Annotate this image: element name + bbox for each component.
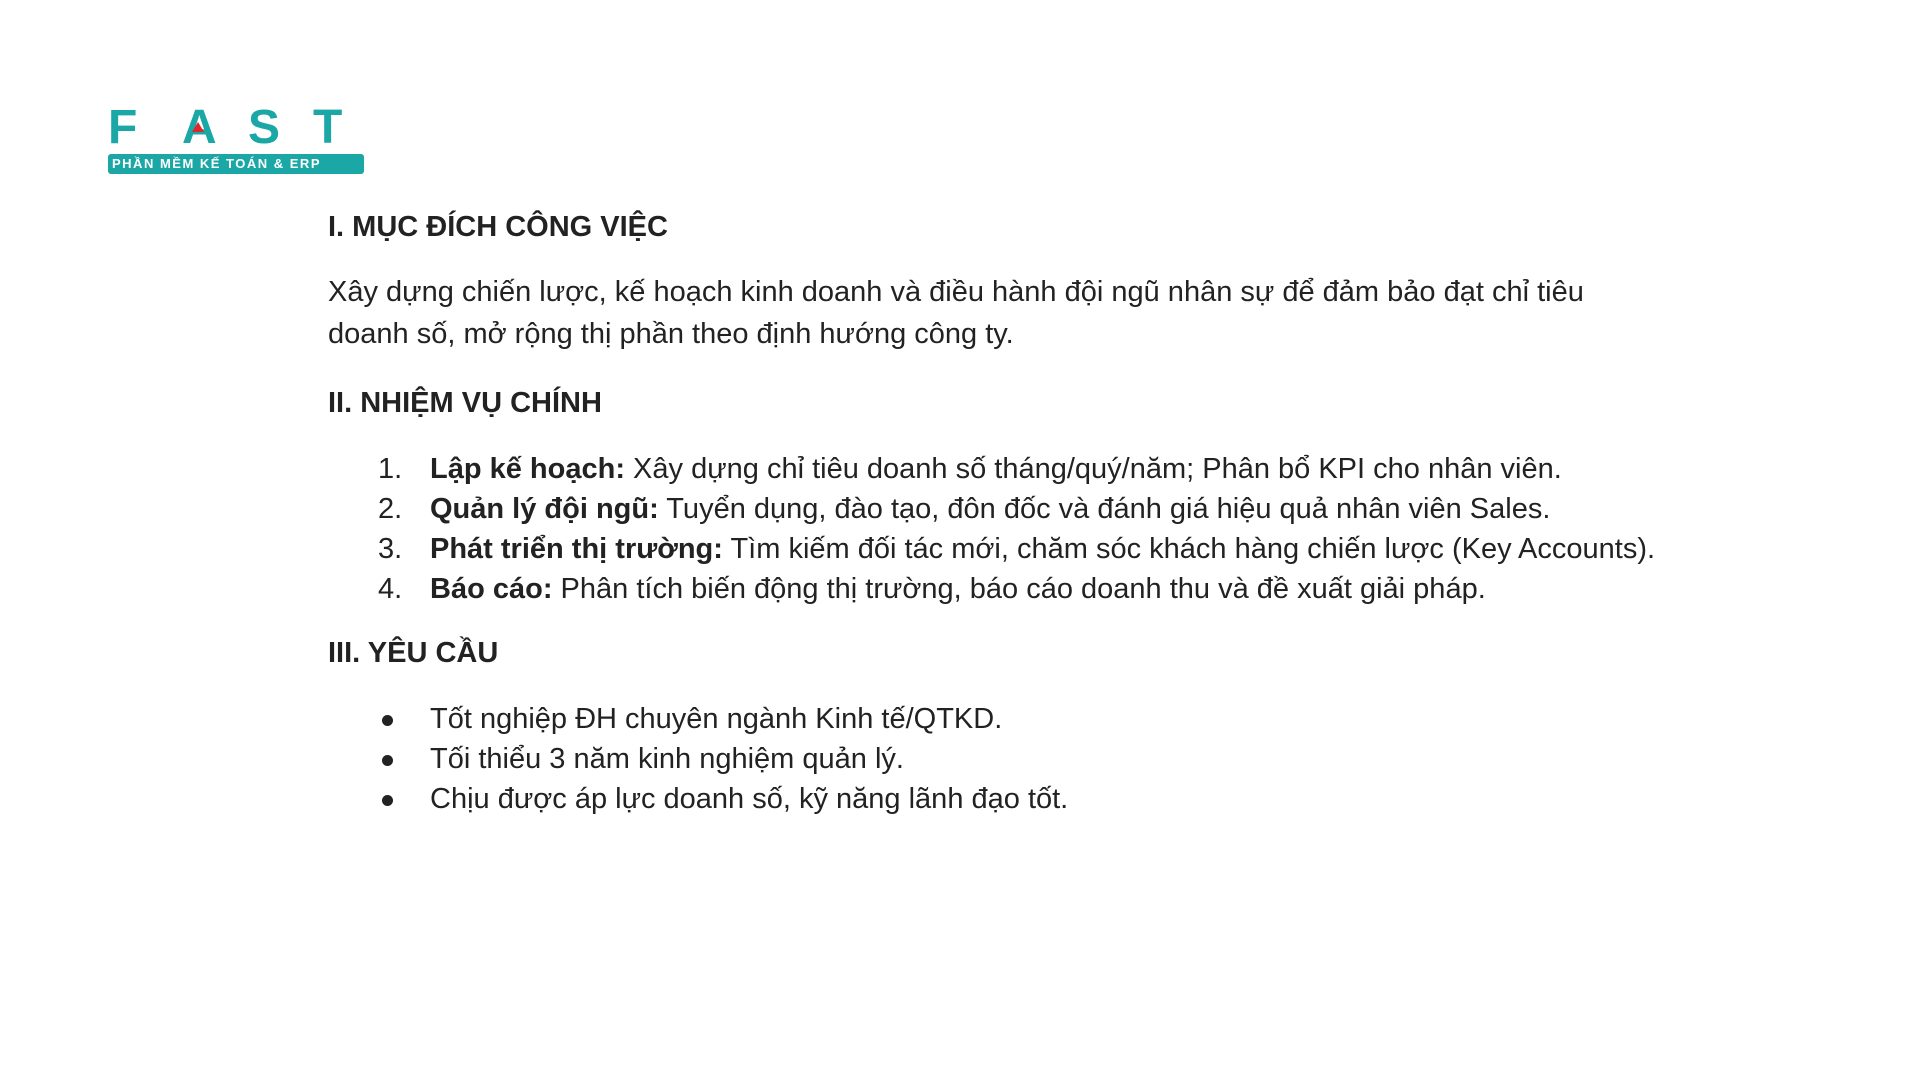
logo-tagline: PHẦN MỀM KẾ TOÁN & ERP xyxy=(108,154,364,174)
list-item xyxy=(328,529,1730,569)
list-item xyxy=(328,569,1730,609)
list-number: 1. xyxy=(378,453,403,485)
bullet-icon xyxy=(382,795,393,806)
logo-red-triangle-icon xyxy=(192,122,204,132)
section-heading-purpose: I. MỤC ĐÍCH CÔNG VIỆC xyxy=(328,211,668,243)
logo-letter: F xyxy=(108,101,138,154)
list-number: 3. xyxy=(378,533,403,565)
logo-wordmark xyxy=(108,101,364,154)
list-number: 2. xyxy=(378,493,403,525)
list-item xyxy=(328,699,1730,739)
requirement-text: Tối thiểu 3 năm kinh nghiệm quản lý. xyxy=(430,743,904,775)
duty-text: Xây dựng chỉ tiêu doanh số tháng/quý/năm; Phân bổ KPI cho nhân viên. xyxy=(625,453,1562,485)
logo-letter: S xyxy=(248,101,281,154)
list-item xyxy=(328,739,1730,779)
logo-letter: A xyxy=(182,101,217,154)
duty-text: Tuyển dụng, đào tạo, đôn đốc và đánh giá hiệu quả nhân viên Sales. xyxy=(658,493,1551,525)
duties-list xyxy=(328,449,1708,609)
logo-letter: T xyxy=(313,101,343,154)
bullet-icon xyxy=(382,715,393,726)
duty-label: Báo cáo: xyxy=(430,573,553,605)
list-item xyxy=(328,779,1730,819)
duty-label: Phát triển thị trường: xyxy=(430,533,723,565)
fast-logo xyxy=(108,101,364,174)
list-item xyxy=(328,449,1730,489)
section-heading-duties: II. NHIỆM VỤ CHÍNH xyxy=(328,387,602,419)
bullet-icon xyxy=(382,755,393,766)
requirement-text: Chịu được áp lực doanh số, kỹ năng lãnh đạo tốt. xyxy=(430,783,1069,815)
requirement-text: Tốt nghiệp ĐH chuyên ngành Kinh tế/QTKD. xyxy=(430,703,1003,735)
list-number: 4. xyxy=(378,573,403,605)
duty-text: Phân tích biến động thị trường, báo cáo doanh thu và đề xuất giải pháp. xyxy=(552,573,1486,605)
duty-label: Quản lý đội ngũ: xyxy=(430,493,659,525)
document-body xyxy=(328,205,1708,841)
duty-label: Lập kế hoạch: xyxy=(430,453,625,485)
list-item xyxy=(328,489,1730,529)
duty-text: Tìm kiếm đối tác mới, chăm sóc khách hàng chiến lược (Key Accounts). xyxy=(722,533,1656,565)
purpose-paragraph: Xây dựng chiến lược, kế hoạch kinh doanh và điều hành đội ngũ nhân sự để đảm bảo đạt chỉ tiêu doanh số, mở rộng thị phần theo định hướng công ty. xyxy=(328,276,1584,350)
section-heading-requirements: III. YÊU CẦU xyxy=(328,637,499,669)
requirements-list xyxy=(328,699,1708,819)
